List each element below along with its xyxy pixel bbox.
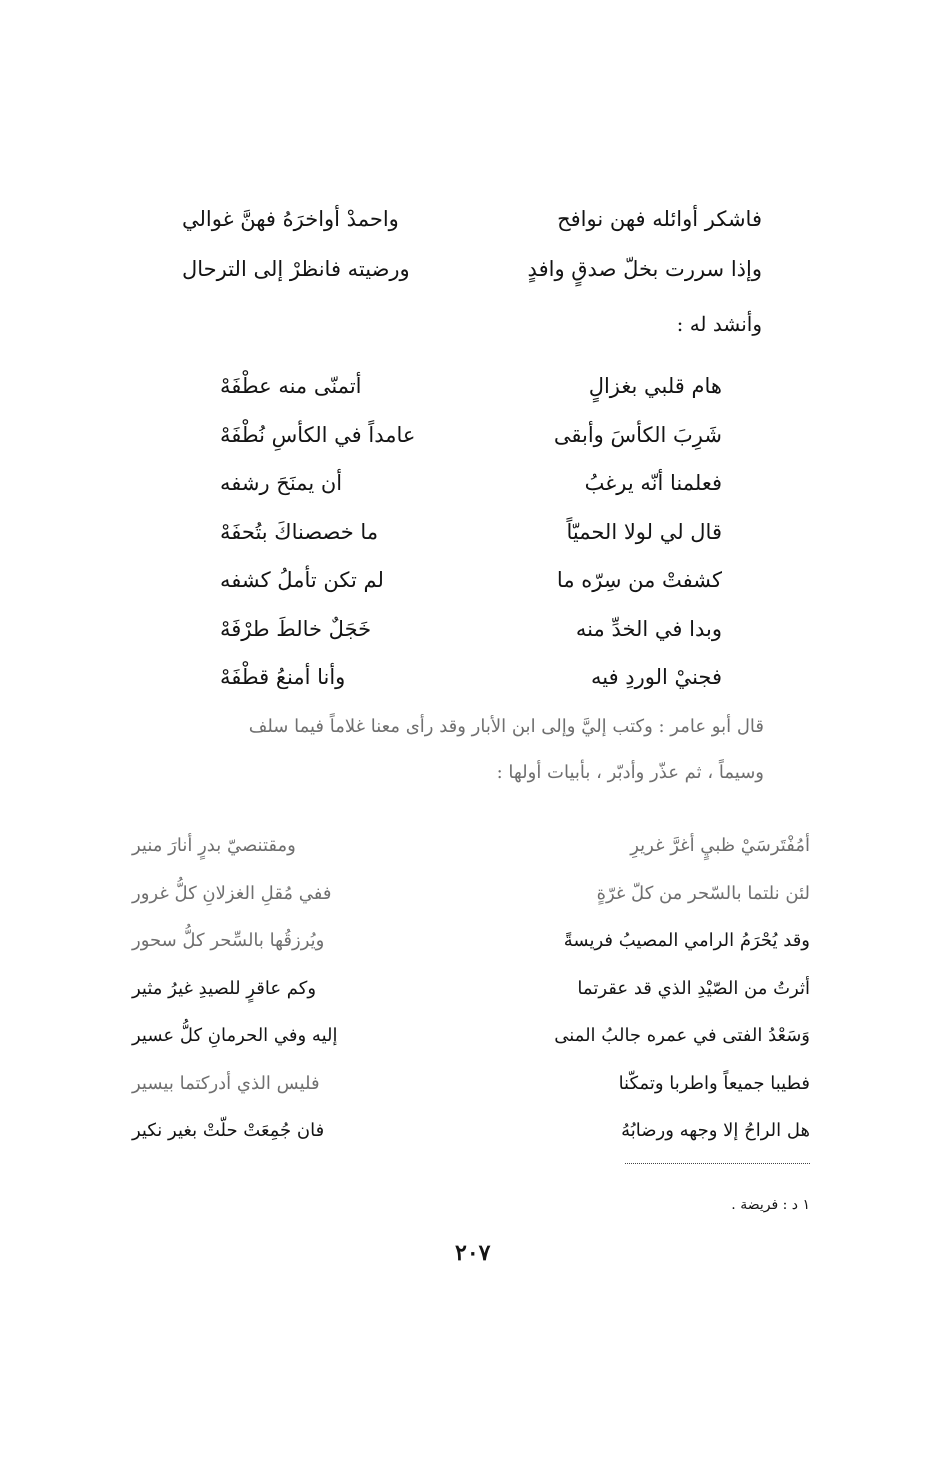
verse-first-hemistich: هل الراحُ إلا وجهه ورضابُهُ [621, 1120, 810, 1141]
page-number: ٢٠٧ [455, 1240, 491, 1266]
verse-second-hemistich: ويُرزقُها بالسِّحر كلُّ سحور [132, 930, 325, 951]
verse-first-hemistich: كشفتْ من سِرّه ما [556, 568, 722, 592]
verse-line [182, 244, 762, 294]
verse-first-hemistich: هام قلبي بغزالٍ [588, 374, 722, 398]
verse-second-hemistich: أن يمنَحَ رشفه [220, 471, 343, 495]
verse-line [132, 870, 810, 918]
verse-line [220, 459, 722, 508]
verse-second-hemistich: عامداً في الكأسِ نُطْفَهْ [220, 422, 416, 447]
verse-first-hemistich: أمُفْتَرسَيْ ظبيٍ أغرَّ غريرِ [630, 835, 810, 856]
verse-first-hemistich: وقد يُحْرَمُ الرامي المصيبُ فريسةً [563, 930, 810, 951]
verse-first-hemistich: وإذا سررت بخلّ صدقٍ وافدٍ [527, 257, 762, 281]
verse-line [220, 653, 722, 702]
verse-line [220, 362, 722, 411]
verse-second-hemistich: وكم عاقرٍ للصيدِ غيرُ مثير [132, 977, 317, 999]
verse-line [132, 965, 810, 1013]
prose-line: قال أبو عامر : وكتب إليَّ وإلى ابن الأبار وقد رأى معنا غلاماً فيما سلف [248, 716, 764, 737]
verse-second-hemistich: ورضيته فانظرْ إلى الترحال [182, 257, 410, 281]
verse-line [132, 1012, 810, 1060]
verse-second-hemistich: فان جُمِعَتْ حلّتْ بغير نكير [132, 1120, 325, 1141]
verse-first-hemistich: قال لي لولا الحميّاً [566, 519, 722, 544]
verse-line [182, 194, 762, 244]
verse-line [220, 556, 722, 605]
opening-verses [182, 194, 762, 294]
verse-line [220, 411, 722, 460]
verse-first-hemistich: فاشكر أوائله فهن نوافح [557, 207, 762, 231]
verse-line [132, 1060, 810, 1108]
verse-second-hemistich: ومقتنصيّ بدرٍ أنارَ منير [132, 835, 296, 856]
verse-second-hemistich: إليه وفي الحرمانِ كلُّ عسير [132, 1025, 338, 1046]
footnote-separator [625, 1163, 810, 1164]
verse-second-hemistich: واحمدْ أواخرَهُ فهنَّ غوالي [182, 207, 399, 231]
verse-line [132, 1107, 810, 1155]
verse-second-hemistich: وأنا أمنعُ قطْفَهْ [220, 665, 346, 689]
intro-line: وأنشد له : [676, 312, 762, 336]
verse-first-hemistich: وبدا في الخدِّ منه [575, 616, 722, 641]
verse-first-hemistich: لئن نلتما بالسّحر من كلّ غرّةٍ [596, 882, 810, 904]
verse-second-hemistich: ففي مُقلِ الغزلانِ كلُّ غرور [132, 882, 332, 904]
verse-first-hemistich: شَرِبَ الكأسَ وأبقى [553, 422, 722, 447]
verse-second-hemistich: خَجَلٌ خالطَ طرْفَهْ [220, 616, 372, 641]
verse-line [220, 605, 722, 654]
poem-one [220, 362, 722, 702]
prose-line: وسيماً ، ثم عذّر وأدبّر ، بأبيات أولها : [496, 762, 764, 783]
verse-line [220, 508, 722, 557]
verse-first-hemistich: فجنيْ الوردِ فيه [591, 665, 722, 689]
verse-first-hemistich: فعلمنا أنّه يرغبُ [584, 471, 722, 495]
verse-second-hemistich: فليس الذي أدركتما بيسير [132, 1072, 320, 1094]
verse-second-hemistich: لم تكن تأملُ كشفه [220, 568, 384, 592]
poem-two [132, 822, 810, 1155]
verse-first-hemistich: فطيبا جميعاً واطربا وتمكّنا [618, 1072, 810, 1094]
verse-first-hemistich: أثرتُ من الصّيْدِ الذي قد عقرتما [577, 977, 810, 999]
verse-line [132, 822, 810, 870]
verse-first-hemistich: وَسَعْدُ الفتى في عمره جالبُ المنى [554, 1025, 810, 1046]
verse-line [132, 917, 810, 965]
verse-second-hemistich: أتمنّى منه عطْفَهْ [220, 374, 362, 398]
footnote: ١ د : فريضة . [731, 1197, 810, 1213]
verse-second-hemistich: ما خصصناكَ بتُحفَهْ [220, 519, 379, 544]
